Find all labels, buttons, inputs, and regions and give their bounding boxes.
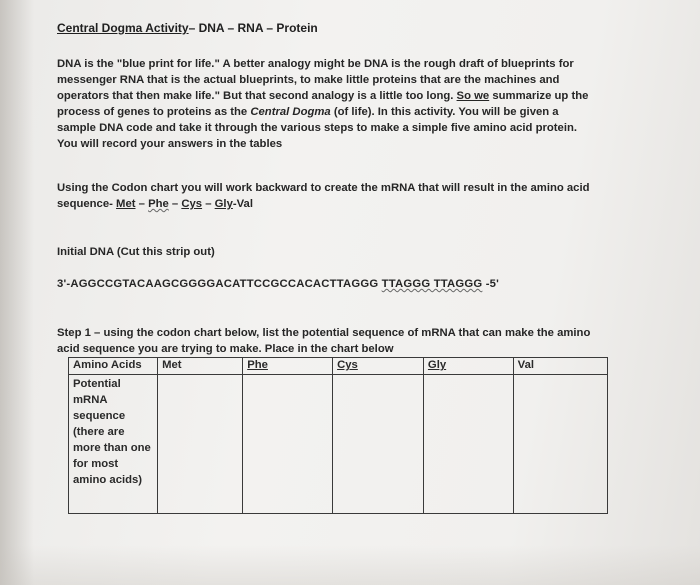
header-phe-text: Phe	[247, 359, 268, 371]
page-edge-shadow	[0, 0, 34, 585]
header-gly-text: Gly	[427, 359, 447, 371]
page-title	[57, 20, 318, 36]
sequence-val: Val	[236, 198, 253, 210]
intro-so-we: So we	[456, 90, 490, 102]
page-bottom-shadow	[0, 545, 700, 585]
initial-dna-label: Initial DNA (Cut this strip out)	[57, 246, 215, 258]
cell-met[interactable]	[158, 375, 243, 514]
row-label-potential-mrna: Potential mRNA sequence (there are more than one for most amino acids)	[69, 375, 158, 514]
step1-instruction: Step 1 – using the codon chart below, list the potential sequence of mRNA that can make the amino acid sequence you are trying to make. Place in the chart below	[57, 327, 591, 355]
mrna-table	[68, 357, 608, 514]
dna-strand	[57, 276, 597, 292]
header-val: Val	[513, 358, 607, 375]
central-dogma-term: Central Dogma	[250, 106, 331, 118]
cell-cys[interactable]	[333, 375, 424, 514]
sequence-gly: Gly	[214, 198, 233, 210]
header-met: Met	[158, 358, 243, 375]
header-amino-acids: Amino Acids	[69, 358, 158, 375]
table-header-row	[69, 358, 608, 375]
title-underlined: Central Dogma Activity	[57, 21, 189, 35]
title-rest: – DNA – RNA – Protein	[188, 21, 318, 35]
sequence-sep: –	[135, 198, 149, 210]
dna-strand-repeats: TTAGGG TTAGGG	[381, 278, 483, 290]
intro-text-a: DNA is the "blue print for life." A better analogy might be DNA is the rough draft of blueprints for messenger RNA that is the actual blueprints, to make little proteins that are the machines and operators that then make life." But that second analogy is a little too long.	[57, 58, 574, 102]
cell-phe[interactable]	[243, 375, 333, 514]
cell-gly[interactable]	[423, 375, 513, 514]
codon-instruction-text: Using the Codon chart you will work backward to create the mRNA that will result in the amino acid sequence-	[57, 182, 590, 210]
dna-strand-end: -5'	[482, 278, 500, 290]
cell-val[interactable]	[513, 375, 607, 514]
sequence-sep: –	[202, 198, 215, 210]
header-cys	[333, 358, 424, 375]
intro-text-c: (of life). In this activity. You will be given a sample DNA code and take it through the various steps to make a simple five amino acid protein. You will record your answers in the tables	[57, 106, 577, 150]
codon-instruction	[57, 180, 597, 212]
dna-strand-main: 3'-AGGCCGTACAAGCGGGGACATTCCGCCACACTTAGGG	[57, 278, 382, 290]
header-gly	[423, 358, 513, 375]
sequence-met: Met	[116, 198, 136, 210]
sequence-sep: –	[168, 198, 182, 210]
header-phe	[243, 358, 333, 375]
intro-paragraph	[57, 56, 597, 152]
sequence-cys: Cys	[181, 198, 203, 210]
intro-text-b: summarize up the process of genes to proteins as the	[57, 90, 589, 118]
sequence-phe: Phe	[148, 198, 169, 210]
sequence-dash: -	[232, 198, 237, 210]
header-cys-text: Cys	[337, 359, 358, 371]
table-row	[69, 375, 608, 514]
